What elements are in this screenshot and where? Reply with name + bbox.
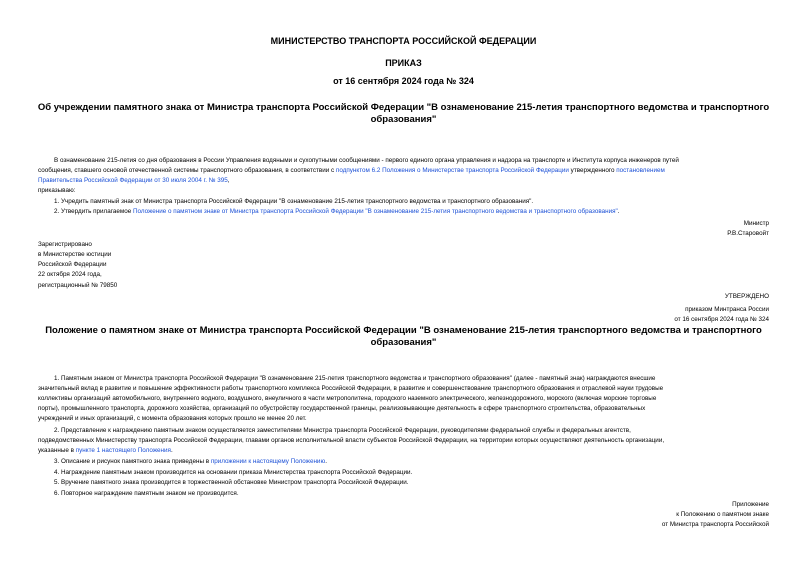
order-date-number: от 16 сентября 2024 года № 324 — [333, 76, 474, 86]
regulation-p3 — [54, 457, 327, 466]
ministry-heading: МИНИСТЕРСТВО ТРАНСПОРТА РОССИЙСКОЙ ФЕДЕРАЦИИ — [270, 36, 537, 46]
preamble-line3-end: , — [227, 177, 230, 184]
order-word: приказываю: — [38, 187, 76, 194]
regulation-p5: 5. Вручение памятного знака производится в торжественной обстановке Министром транспорта Российской Федерации. — [54, 479, 409, 486]
regulation-p1-line3: коллективы организаций автомобильного, внутреннего водного, воздушного, внеуличного в части метрополитена, городского наземного электрического, железнодорожного, морского (включая морские торговые — [38, 395, 657, 402]
link-clause-6-2[interactable]: подпунктом 6.2 Положения о Министерстве транспорта Российской Федерации — [335, 167, 569, 174]
link-regulation[interactable]: Положение о памятном знаке от Министра транспорта Российской Федерации "В ознаменование 215-летия транспортного ведомства и транспортного образования" — [132, 208, 618, 215]
order-title-line2: образования" — [370, 114, 437, 125]
order-item-1: 1. Учредить памятный знак от Министра транспорта Российской Федерации "В ознаменование 215-летия транспортного ведомства и транспортного образования". — [54, 198, 534, 205]
preamble-line2-mid: утвержденного — [568, 167, 617, 174]
signature-name: Р.В.Старовойт — [727, 230, 769, 237]
signature-role: Министр — [743, 220, 769, 227]
registration-line4: 22 октября 2024 года, — [38, 271, 102, 278]
link-resolution[interactable]: постановлением — [616, 167, 665, 174]
regulation-p3-prefix: 3. Описание и рисунок памятного знака приведены в — [54, 458, 211, 465]
link-clause-1[interactable]: пункте 1 настоящего Положения — [75, 447, 171, 454]
link-appendix[interactable]: приложении к настоящему Положению — [210, 458, 326, 465]
preamble-line2-text: сообщения, ставшего основой отечественной системы транспортного образования, в соответствии с — [38, 167, 336, 174]
appendix-line3: от Министра транспорта Российской — [661, 521, 769, 528]
regulation-p1-line2: значительный вклад в развитие и повышение эффективности работы транспортного комплекса Российской Федерации, в развитие и совершенствование транспортного образования и отраслевой науки трудовые — [38, 385, 664, 392]
order-item-2 — [54, 207, 619, 216]
regulation-p2-line1: 2. Представление к награждению памятным знаком осуществляется заместителями Министра транспорта Российской Федерации, руководителями федеральной службы и федеральных агентств, — [54, 427, 631, 434]
approved-line2: от 16 сентября 2024 года № 324 — [674, 316, 769, 323]
regulation-p1-line5: учреждений и иных организаций, с момента образования которых прошло не менее 20 лет. — [38, 415, 307, 422]
registration-line1: Зарегистрировано — [38, 241, 92, 248]
link-government-resolution[interactable]: Правительства Российской Федерации от 30 июля 2004 г. № 395 — [38, 177, 228, 184]
appendix-line1: Приложение — [732, 501, 769, 508]
order-item-2-suffix: . — [617, 208, 620, 215]
regulation-p6: 6. Повторное награждение памятным знаком не производится. — [54, 490, 239, 497]
order-title-line1: Об учреждении памятного знака от Министра транспорта Российской Федерации "В ознаменование 215-летия транспортного ведомства и транспортного — [37, 102, 770, 113]
registration-line5: регистрационный № 79850 — [38, 282, 118, 289]
approved-word: УТВЕРЖДЕНО — [724, 293, 769, 300]
registration-line3: Российской Федерации — [38, 261, 107, 268]
regulation-title-line1: Положение о памятном знаке от Министра транспорта Российской Федерации "В ознаменование 215-летия транспортного ведомства и транспортного — [45, 325, 762, 336]
regulation-p2-line3-prefix: указанные в — [38, 447, 76, 454]
registration-line2: в Министерстве юстиции — [38, 251, 112, 258]
order-item-2-prefix: 2. Утвердить прилагаемое — [54, 208, 133, 215]
regulation-p1-line4: порты), промышленного транспорта, дорожного хозяйства, организаций по обустройству государственной границы, реализовывающие деятельность в сфере транспортного строительства, образовательных — [38, 405, 646, 412]
preamble-line1: В ознаменование 215-летия со дня образования в России Управления водяными и сухопутными сообщениями - первого единого органа управления и надзора на транспорте и Института корпуса инженеров путей — [54, 157, 679, 164]
preamble-line3 — [38, 176, 229, 185]
doc-type-heading: ПРИКАЗ — [385, 58, 422, 68]
approved-line1: приказом Минтранса России — [685, 306, 769, 313]
regulation-p4: 4. Награждение памятным знаком производится на основании приказа Министерства транспорта Российской Федерации. — [54, 469, 413, 476]
regulation-p2-line3-suffix: . — [170, 447, 173, 454]
regulation-p2-line3 — [38, 446, 173, 455]
regulation-p3-suffix: . — [325, 458, 327, 465]
appendix-line2: к Положению о памятном знаке — [676, 511, 769, 518]
regulation-title-line2: образования" — [370, 337, 437, 348]
regulation-p1-line1: 1. Памятным знаком от Министра транспорта Российской Федерации "В ознаменование 215-летия транспортного ведомства и транспортного образования" (далее - памятный знак) награждаются внесшие — [54, 375, 656, 382]
preamble-line2 — [38, 166, 665, 175]
regulation-p2-line2: подведомственных Министерству транспорта Российской Федерации, главами органов исполнительной власти субъектов Российской Федерации, на территории которых осуществляют деятельность организации, — [38, 437, 665, 444]
